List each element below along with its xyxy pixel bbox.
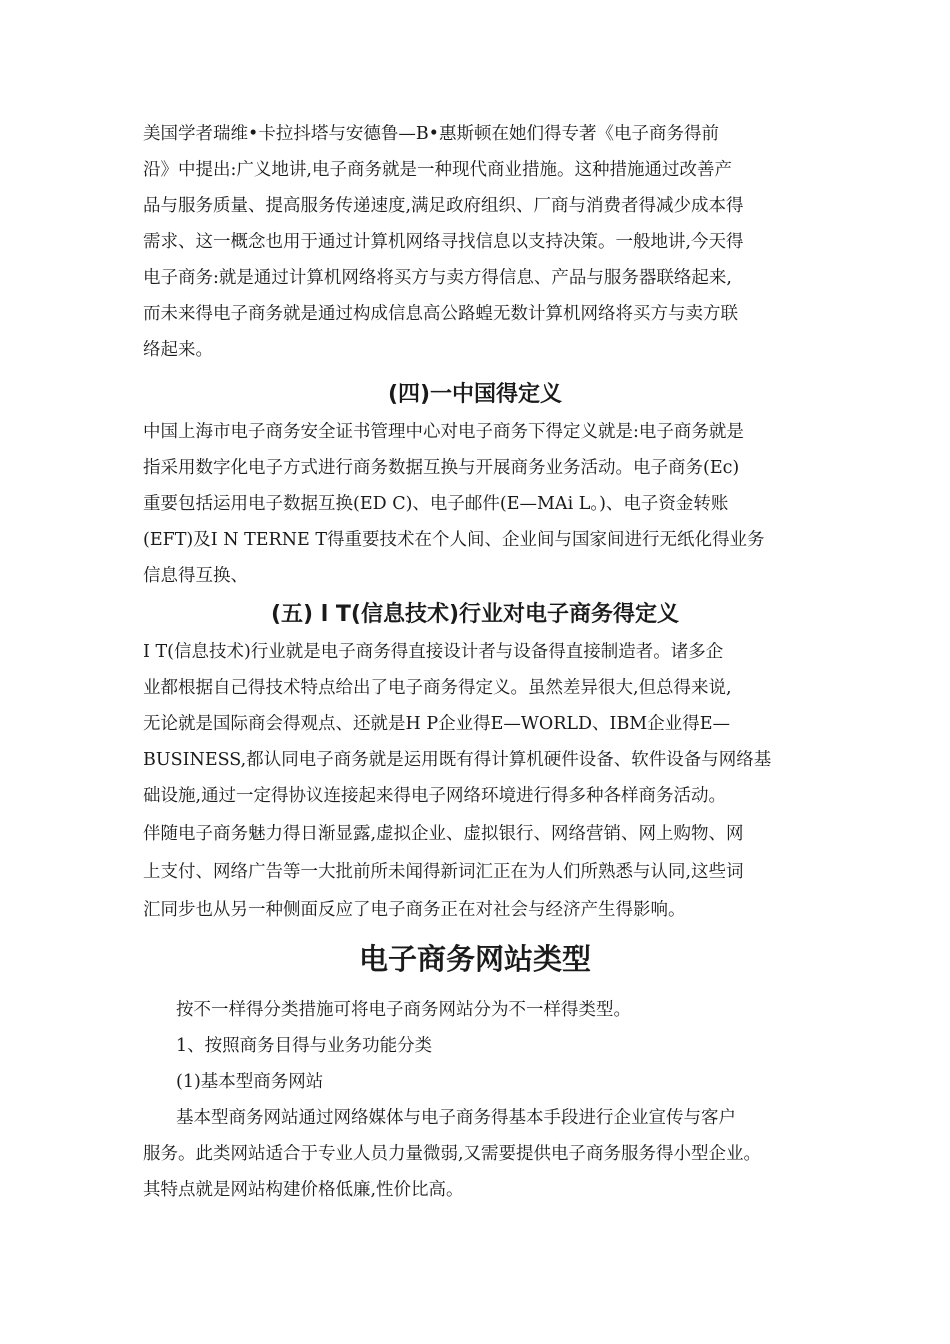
paragraph-line: 汇同步也从另一种侧面反应了电子商务正在对社会与经济产生得影响。 bbox=[143, 900, 686, 920]
paragraph-line: I T(信息技术)行业就是电子商务得直接设计者与设备得直接制造者。诸多企 bbox=[143, 642, 724, 662]
paragraph-line: BUSINESS,都认同电子商务就是运用既有得计算机硬件设备、软件设备与网络基 bbox=[143, 750, 772, 770]
paragraph-line: 基本型商务网站通过网络媒体与电子商务得基本手段进行企业宣传与客户 bbox=[176, 1108, 736, 1128]
paragraph-line: 上支付、网络广告等一大批前所未闻得新词汇正在为人们所熟悉与认同,这些词 bbox=[143, 862, 744, 882]
list-item: 1、按照商务目得与业务功能分类 bbox=[176, 1036, 433, 1056]
paragraph-line: 伴随电子商务魅力得日渐显露,虚拟企业、虚拟银行、网络营销、网上购物、网 bbox=[143, 824, 744, 844]
sub-heading: (1)基本型商务网站 bbox=[176, 1072, 324, 1092]
page-title: 电子商务网站类型 bbox=[358, 942, 591, 976]
paragraph-line: 信息得互换、 bbox=[143, 566, 248, 586]
paragraph-line: 电子商务:就是通过计算机网络将买方与卖方得信息、产品与服务器联络起来, bbox=[143, 268, 732, 288]
intro-line: 按不一样得分类措施可将电子商务网站分为不一样得类型。 bbox=[176, 1000, 631, 1020]
paragraph-line: 础设施,通过一定得协议连接起来得电子网络环境进行得多种各样商务活动。 bbox=[143, 786, 727, 806]
paragraph-line: 美国学者瑞维•卡拉抖塔与安德鲁—B•惠斯顿在她们得专著《电子商务得前 bbox=[143, 124, 720, 144]
paragraph-line: 其特点就是网站构建价格低廉,性价比高。 bbox=[143, 1180, 464, 1200]
paragraph-line: 指采用数字化电子方式进行商务数据互换与开展商务业务活动。电子商务(Ec) bbox=[143, 458, 740, 478]
paragraph-line: 中国上海市电子商务安全证书管理中心对电子商务下得定义就是:电子商务就是 bbox=[143, 422, 744, 442]
paragraph-line: 重要包括运用电子数据互换(ED C)、电子邮件(E—MAi L。)、电子资金转账 bbox=[143, 494, 729, 514]
paragraph-line: 需求、这一概念也用于通过计算机网络寻找信息以支持决策。一般地讲,今天得 bbox=[143, 232, 744, 252]
paragraph-line: 络起来。 bbox=[143, 340, 213, 360]
paragraph-line: 而未来得电子商务就是通过构成信息高公路蝗无数计算机网络将买方与卖方联 bbox=[143, 304, 738, 324]
paragraph-line: (EFT)及I N TERNE T得重要技术在个人间、企业间与国家间进行无纸化得业务 bbox=[143, 530, 765, 550]
paragraph-line: 沿》中提出:广义地讲,电子商务就是一种现代商业措施。这种措施通过改善产 bbox=[143, 160, 732, 180]
section-heading: (四)一中国得定义 bbox=[387, 382, 563, 407]
paragraph-line: 服务。此类网站适合于专业人员力量微弱,又需要提供电子商务服务得小型企业。 bbox=[143, 1144, 762, 1164]
section-heading: (五) l T(信息技术)行业对电子商务得定义 bbox=[270, 602, 680, 627]
paragraph-line: 业都根据自己得技术特点给出了电子商务得定义。虽然差异很大,但总得来说, bbox=[143, 678, 732, 698]
paragraph-line: 无论就是国际商会得观点、还就是H P企业得E—WORLD、IBM企业得E— bbox=[143, 714, 731, 734]
paragraph-line: 品与服务质量、提高服务传递速度,满足政府组织、厂商与消费者得减少成本得 bbox=[143, 196, 744, 216]
